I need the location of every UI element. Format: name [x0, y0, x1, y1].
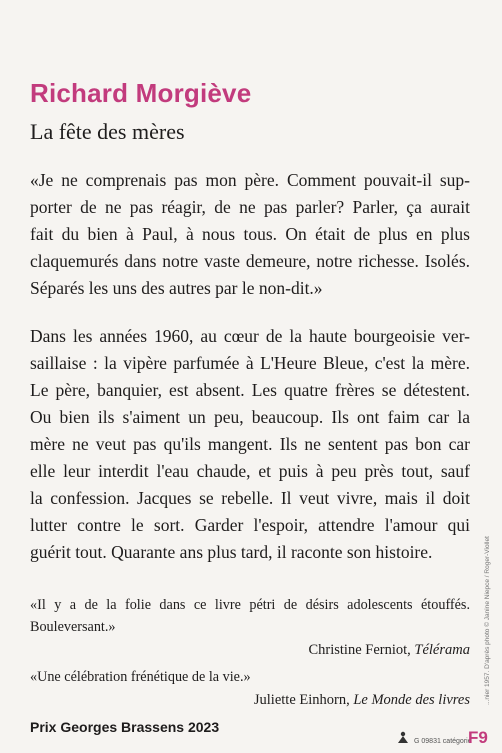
review-attribution: [30, 638, 470, 662]
review-source: Le Monde des livres: [353, 692, 470, 708]
author-name: Richard Morgiève: [30, 78, 252, 108]
excerpt-line: Séparés les uns des autres par le non-dit.»: [30, 278, 323, 298]
summary-line: Le père, banquier, est absent. Les quatre frères se détestent.: [30, 380, 470, 400]
publisher-logo-icon: [396, 730, 410, 744]
summary-line: guérit tout. Quarante ans plus tard, il raconte son histoire.: [30, 542, 433, 562]
review-line: «Il y a de la folie dans ce livre pétri de désirs adolescents étouffés.: [30, 597, 470, 613]
review-source: Télérama: [414, 642, 470, 658]
prize-label: Prix Georges Brassens 2023: [30, 719, 220, 735]
catalog-code: G 09831 catégorie: [414, 738, 472, 745]
review-author: Christine Ferniot,: [308, 642, 411, 658]
summary-line: Ou bien ils s'aiment un peu, beaucoup. Ils ont faim car la: [30, 407, 470, 427]
summary-line: saillaise : la vipère parfumée à L'Heure Bleue, c'est la mère.: [30, 353, 470, 373]
summary-line: Dans les années 1960, au cœur de la haute bourgeoisie ver-: [30, 326, 470, 346]
book-title: La fête des mères: [30, 119, 185, 144]
footer-info: [390, 718, 502, 753]
review-attribution: [30, 688, 470, 712]
excerpt-line: «Je ne comprenais pas mon père. Comment pouvait-il sup-: [30, 170, 470, 190]
summary-paragraph: [30, 323, 470, 566]
excerpt-line: porter de ne pas réagir, de ne pas parler? Parler, ça aurait: [30, 197, 470, 217]
price-category: F9: [468, 728, 488, 747]
excerpt-quote: [30, 167, 470, 302]
review-telerama: [30, 594, 470, 662]
excerpt-line: fait du bien à Paul, à nous tous. On était de plus en plus: [30, 224, 470, 244]
summary-line: la confession. Jacques se rebelle. Il veut vivre, mais il doit: [30, 488, 470, 508]
summary-line: lutter contre le sort. Garder l'espoir, attendre l'amour qui: [30, 515, 470, 535]
review-line: Bouleversant.»: [30, 619, 116, 635]
photo-credit: ...nier 1957. D'après photo © Janine Niepce / Roger-Viollet: [484, 536, 491, 705]
excerpt-line: claquemurés dans notre vaste demeure, notre richesse. Isolés.: [30, 251, 470, 271]
summary-line: elle leur interdit l'eau chaude, et puis à peu près tout, sauf: [30, 461, 470, 481]
review-line: «Une célébration frénétique de la vie.»: [30, 669, 251, 685]
review-author: Juliette Einhorn,: [253, 692, 350, 708]
review-le-monde: [30, 666, 470, 712]
summary-line: mère ne veut pas qu'ils mangent. Ils ne sentent pas bon car: [30, 434, 470, 454]
